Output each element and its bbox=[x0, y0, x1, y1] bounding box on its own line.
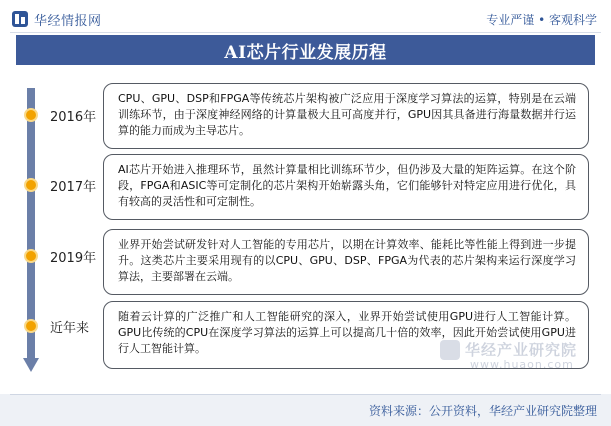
timeline-card: 随着云计算的广泛推广和人工智能研究的深入，业界开始尝试使用GPU进行人工智能计算。GPU比传统的CPU在深度学习算法的运算上可以提高几十倍的效率，因此开始尝试使用GPU进行人工智能计算。 bbox=[103, 301, 589, 369]
timeline-card: AI芯片开始进入推理环节，虽然计算量相比训练环节少，但仍涉及大量的矩阵运算。在这个阶段，FPGA和ASIC等可定制化的芯片架构开始崭露头角，它们能够针对特定应用进行优化，具有较高的灵活性和可定制性。 bbox=[103, 154, 589, 220]
timeline-year: 2019年 bbox=[50, 251, 97, 266]
timeline-year: 2017年 bbox=[50, 180, 97, 195]
footer-divider bbox=[10, 394, 601, 395]
timeline-dot bbox=[24, 319, 38, 333]
source-note: 资料来源：公开资料，华经产业研究院整理 bbox=[368, 404, 597, 418]
timeline-arrow-icon bbox=[23, 358, 39, 372]
timeline-dot bbox=[24, 249, 38, 263]
timeline-card: CPU、GPU、DSP和FPGA等传统芯片架构被广泛应用于深度学习算法的运算，特别是在云端训练环节，由于深度神经网络的计算量极大且可高度并行，GPU因其具备进行海量数据并行运算的能力而成为主导芯片。 bbox=[103, 83, 589, 149]
timeline-dot bbox=[24, 178, 38, 192]
header-divider bbox=[10, 32, 601, 33]
brand-logo-icon bbox=[12, 11, 28, 27]
page-title: AI芯片行业发展历程 bbox=[224, 42, 387, 63]
watermark-url: www.huaon.com bbox=[470, 358, 574, 371]
timeline-dot bbox=[24, 108, 38, 122]
timeline-year: 2016年 bbox=[50, 110, 97, 125]
watermark-logo-icon bbox=[440, 340, 460, 360]
brand-name: 华经情报网 bbox=[34, 13, 102, 29]
watermark-text: 华经产业研究院 bbox=[465, 341, 578, 359]
timeline-card: 业界开始尝试研发针对人工智能的专用芯片，以期在计算效率、能耗比等性能上得到进一步提升。这类芯片主要采用现有的以CPU、GPU、DSP、FPGA为代表的芯片架构来运行深度学习算法，主要部署在云端。 bbox=[103, 229, 589, 295]
timeline-year: 近年来 bbox=[50, 321, 90, 336]
header-slogan: 专业严谨 • 客观科学 bbox=[486, 13, 597, 27]
title-banner bbox=[16, 35, 595, 65]
brand bbox=[12, 9, 102, 29]
